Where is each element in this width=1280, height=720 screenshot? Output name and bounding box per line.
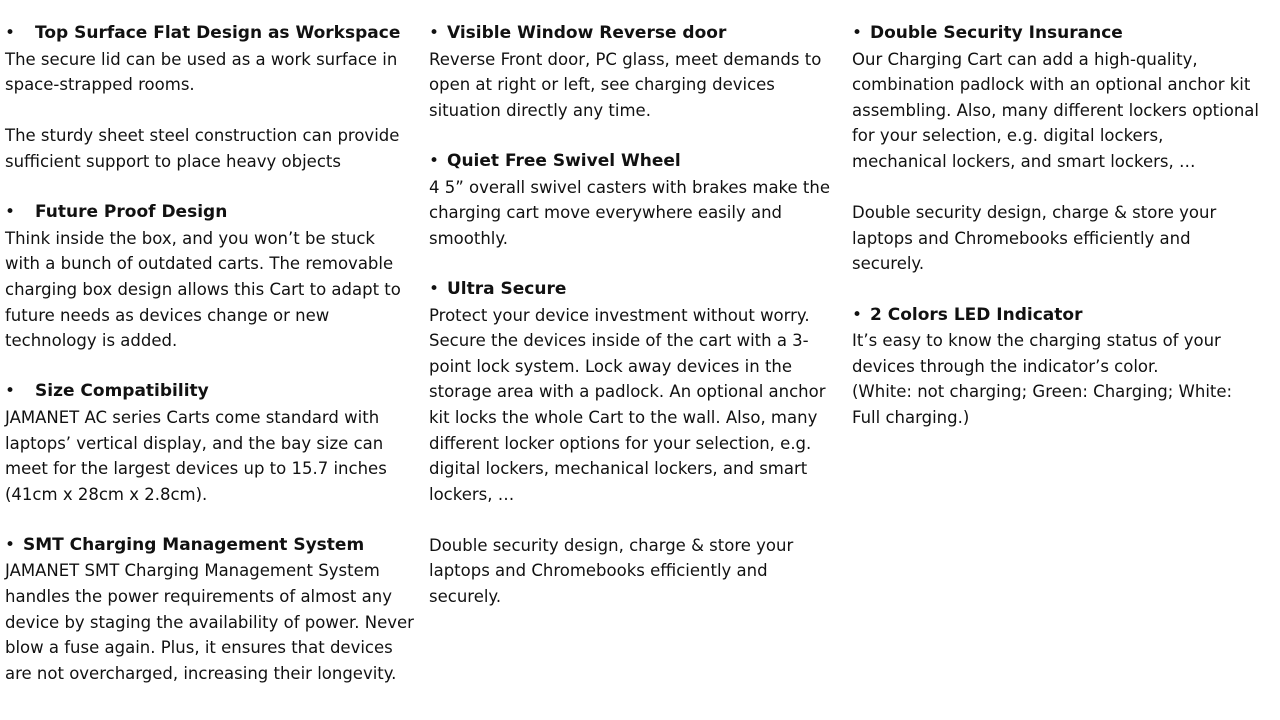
body-text-line: assembling. Also, many different lockers optional	[852, 100, 1259, 120]
body-text-line: Double security design, charge & store your	[852, 203, 1217, 223]
body-text-line: situation directly any time.	[429, 100, 651, 120]
feature-heading	[429, 21, 847, 47]
feature-section	[429, 149, 847, 251]
feature-title: Quiet Free Swivel Wheel	[447, 150, 681, 171]
body-text-line: Our Charging Cart can add a high-quality,	[852, 49, 1198, 69]
feature-paragraph	[852, 328, 1277, 430]
body-text-line: storage area with a padlock. An optional anchor	[429, 382, 826, 402]
feature-paragraph	[429, 533, 847, 610]
body-text-line: laptops’ vertical display, and the bay size can	[5, 433, 384, 453]
body-text-line: Reverse Front door, PC glass, meet demands to	[429, 49, 822, 69]
body-text-line: (White: not charging; Green: Charging; White:	[852, 382, 1233, 402]
feature-paragraph	[429, 47, 847, 124]
body-text-line: Double security design, charge & store your	[429, 535, 794, 555]
body-text-line: technology is added.	[5, 331, 178, 351]
feature-heading	[852, 21, 1277, 47]
feature-heading	[429, 277, 847, 303]
body-text-line: Protect your device investment without worry.	[429, 305, 810, 325]
feature-title: Visible Window Reverse door	[447, 23, 727, 43]
feature-section	[5, 533, 427, 687]
body-text-line: point lock system. Lock away devices in the	[429, 356, 793, 376]
feature-section	[5, 21, 427, 175]
body-text-line: smoothly.	[429, 228, 509, 248]
paragraph-gap	[429, 507, 847, 533]
feature-heading	[429, 149, 847, 175]
body-text-line: space-strapped rooms.	[5, 75, 195, 95]
body-text-line: meet for the largest devices up to 15.7 inches	[5, 459, 387, 479]
body-text-line: sufficient support to place heavy objects	[5, 151, 341, 171]
feature-paragraph	[5, 558, 427, 686]
body-text-line: 4 5” overall swivel casters with brakes make the	[429, 177, 831, 197]
feature-section	[429, 21, 847, 123]
body-text-line: lockers, …	[429, 484, 515, 504]
body-text-line: are not overcharged, increasing their longevity.	[5, 663, 397, 683]
body-text-line: Full charging.)	[852, 407, 970, 427]
bullet-icon: •	[429, 23, 440, 43]
body-text-line: different locker options for your selection, e.g.	[429, 433, 812, 453]
bullet-icon: •	[5, 534, 16, 555]
feature-paragraph	[852, 200, 1277, 277]
feature-title: 2 Colors LED Indicator	[870, 304, 1083, 325]
bullet-icon: •	[852, 304, 863, 325]
body-text-line: handles the power requirements of almost any	[5, 587, 392, 607]
feature-paragraph	[5, 123, 427, 174]
body-text-line: for your selection, e.g. digital lockers,	[852, 126, 1164, 146]
body-text-line: charging box design allows this Cart to adapt to	[5, 279, 401, 299]
feature-paragraph	[852, 47, 1277, 175]
feature-paragraph	[429, 303, 847, 508]
bullet-icon: •	[5, 202, 16, 223]
body-text-line: The sturdy sheet steel construction can provide	[5, 126, 400, 146]
feature-heading	[5, 379, 427, 405]
body-text-line: digital lockers, mechanical lockers, and smart	[429, 459, 808, 479]
feature-section	[852, 21, 1277, 277]
body-text-line: The secure lid can be used as a work surface in	[5, 49, 398, 69]
feature-heading	[852, 303, 1277, 329]
body-text-line: kit locks the whole Cart to the wall. Also, many	[429, 407, 818, 427]
body-text-line: Secure the devices inside of the cart with a 3-	[429, 331, 809, 351]
feature-paragraph	[5, 405, 427, 507]
body-text-line: devices through the indicator’s color.	[852, 356, 1159, 376]
feature-paragraph	[5, 47, 427, 98]
column-left	[5, 21, 427, 712]
body-text-line: future needs as devices change or new	[5, 305, 330, 325]
feature-title: Ultra Secure	[447, 278, 567, 299]
body-text-line: securely.	[429, 587, 502, 607]
body-text-line: JAMANET AC series Carts come standard with	[5, 407, 380, 427]
bullet-icon: •	[852, 23, 863, 43]
body-text-line: charging cart move everywhere easily and	[429, 203, 782, 223]
column-middle	[429, 21, 847, 635]
body-text-line: mechanical lockers, and smart lockers, …	[852, 151, 1196, 171]
paragraph-gap	[5, 98, 427, 124]
feature-section	[5, 200, 427, 354]
bullet-icon: •	[5, 381, 16, 402]
column-right	[852, 21, 1277, 456]
body-text-line: with a bunch of outdated carts. The removable	[5, 254, 394, 274]
bullet-icon: •	[5, 23, 16, 43]
feature-section	[429, 277, 847, 610]
feature-title: Top Surface Flat Design as Workspace	[35, 23, 401, 43]
body-text-line: device by staging the availability of power. Never	[5, 612, 414, 632]
feature-paragraph	[429, 175, 847, 252]
body-text-line: blow a fuse again. Plus, it ensures that devices	[5, 638, 393, 658]
body-text-line: Think inside the box, and you won’t be stuck	[5, 228, 375, 248]
feature-paragraph	[5, 226, 427, 354]
bullet-icon: •	[429, 150, 440, 171]
body-text-line: combination padlock with an optional anchor kit	[852, 75, 1251, 95]
feature-title: Future Proof Design	[35, 202, 228, 223]
body-text-line: It’s easy to know the charging status of your	[852, 331, 1221, 351]
body-text-line: laptops and Chromebooks efficiently and	[852, 228, 1191, 248]
body-text-line: laptops and Chromebooks efficiently and	[429, 561, 768, 581]
feature-section	[5, 379, 427, 507]
feature-heading	[5, 533, 427, 559]
body-text-line: JAMANET SMT Charging Management System	[5, 561, 380, 581]
body-text-line: open at right or left, see charging devices	[429, 75, 775, 95]
feature-title: Size Compatibility	[35, 381, 209, 402]
body-text-line: (41cm x 28cm x 2.8cm).	[5, 484, 208, 504]
feature-section	[852, 303, 1277, 431]
paragraph-gap	[852, 175, 1277, 201]
body-text-line: securely.	[852, 254, 925, 274]
feature-title: SMT Charging Management System	[23, 534, 365, 555]
feature-heading	[5, 200, 427, 226]
feature-heading	[5, 21, 427, 47]
bullet-icon: •	[429, 278, 440, 299]
feature-title: Double Security Insurance	[870, 23, 1123, 43]
